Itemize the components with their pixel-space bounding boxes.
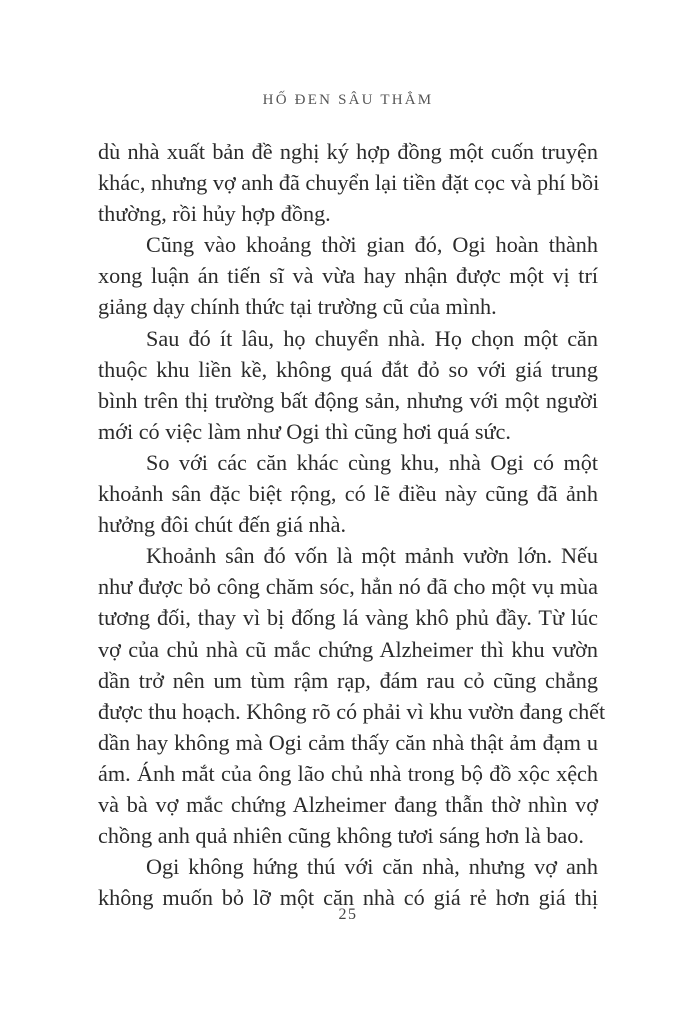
running-head: HỐ ĐEN SÂU THẲM <box>262 92 434 108</box>
text-line: như được bỏ công chăm sóc, hẳn nó đã cho một vụ mùa <box>98 574 598 600</box>
text-line: So với các căn khác cùng khu, nhà Ogi có một <box>146 449 598 475</box>
text-line: không muốn bỏ lỡ một căn nhà có giá rẻ hơn giá thị <box>98 885 598 911</box>
text-line: xong luận án tiến sĩ và vừa hay nhận được một vị trí <box>98 263 598 289</box>
text-line: mới có việc làm như Ogi thì cũng hơi quá sức. <box>98 418 511 444</box>
text-line: Ogi không hứng thú với căn nhà, nhưng vợ anh <box>146 854 598 880</box>
text-line: hưởng đôi chút đến giá nhà. <box>98 512 347 538</box>
text-line: ám. Ánh mắt của ông lão chủ nhà trong bộ đồ xộc xệch <box>98 760 598 786</box>
text-line: Khoảnh sân đó vốn là một mảnh vườn lớn. Nếu <box>146 543 598 569</box>
text-line: khoảnh sân đặc biệt rộng, có lẽ điều này cũng đã ảnh <box>98 481 598 507</box>
text-line: thường, rồi hủy hợp đồng. <box>98 201 331 227</box>
text-line: chồng anh quả nhiên cũng không tươi sáng hơn là bao. <box>98 823 584 849</box>
text-line: thuộc khu liền kề, không quá đắt đỏ so với giá trung <box>98 356 598 382</box>
text-line: và bà vợ mắc chứng Alzheimer đang thẫn thờ nhìn vợ <box>98 791 598 817</box>
text-line: Cũng vào khoảng thời gian đó, Ogi hoàn thành <box>146 232 598 258</box>
text-line: vợ của chủ nhà cũ mắc chứng Alzheimer thì khu vườn <box>98 636 598 662</box>
text-line: bình trên thị trường bất động sản, nhưng với một người <box>98 387 598 413</box>
body-text <box>98 136 606 913</box>
text-line: được thu hoạch. Không rõ có phải vì khu vườn đang chết <box>98 698 606 724</box>
text-line: dù nhà xuất bản đề nghị ký hợp đồng một cuốn truyện <box>98 139 598 164</box>
text-line: Sau đó ít lâu, họ chuyển nhà. Họ chọn một căn <box>146 325 598 351</box>
text-line: khác, nhưng vợ anh đã chuyển lại tiền đặt cọc và phí bồi <box>98 170 600 196</box>
text-line: dần trở nên um tùm rậm rạp, đám rau cỏ cũng chẳng <box>98 667 598 693</box>
page-number: 25 <box>338 906 358 923</box>
text-line: dần hay không mà Ogi cảm thấy căn nhà thật ảm đạm u <box>98 729 598 755</box>
text-line: giảng dạy chính thức tại trường cũ của mình. <box>98 294 497 320</box>
text-line: tương đối, thay vì bị đống lá vàng khô phủ đầy. Từ lúc <box>98 605 598 631</box>
